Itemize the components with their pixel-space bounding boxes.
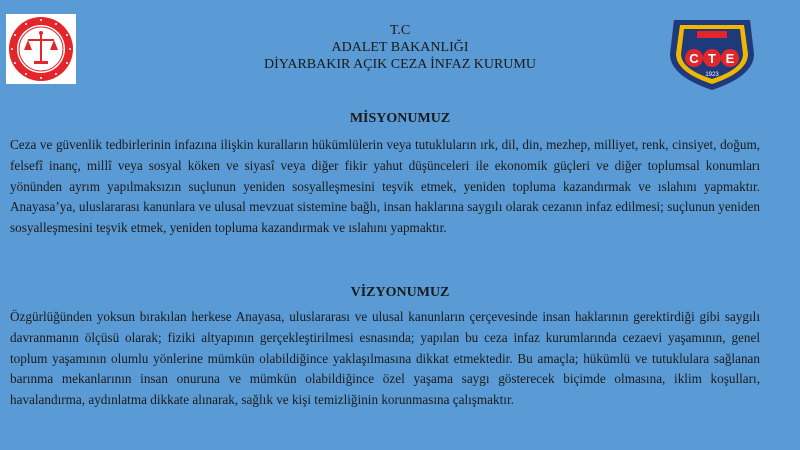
header-line-institution: DİYARBAKIR AÇIK CEZA İNFAZ KURUMU — [264, 57, 536, 72]
header-line-tc: T.C — [389, 23, 411, 38]
vision-text: Özgürlüğünden yoksun bırakılan herkese Anayasa, uluslararası ve ulusal kanunların çerçevesinde insan haklarının gerektirdiği gibi saygılı davranmanın ölçüsü olarak; fiziki altyapının gerçekleştirilmesi esnasında; yapılan bu ceza infaz kurumlarında cezaevi yaşamının, genel toplum yaşamının olumlu yönlerine mümkün olabildiğince yaklaşılmasına dikkat etmektedir. Bu amaçla; hükümlü ve tutuklulara sağlanan barınma mekanlarının insan onuruna ve mümkün olabildiğince özel yaşama saygı gösterecek biçimde olmasına, iklim koşulları, havalandırma, aydınlatma dikkate alınarak, sağlık ve kişi temizliğinin korunmasına çalışmaktır. — [10, 309, 760, 408]
svg-text:E: E — [725, 51, 735, 66]
header-line-ministry: ADALET BAKANLIĞI — [331, 40, 469, 55]
page-header — [0, 22, 800, 73]
mission-text: Ceza ve güvenlik tedbirlerinin infazına ilişkin kuralların hükümlülerin veya tutukluların ırk, dil, din, mezhep, milliyet, renk, cinsiyet, doğum, felsefî inanç, millî veya sosyal köken ve siyasî veya diğer fikir yahut düşünceleri ile ekonomik güçleri ve diğer toplumsal konumları yönünden ayrım yapılmaksızın suçlunun yeniden sosyalleşmesini teşvik etmek, yeniden topluma kazandırmak ve ıslahını yapmaktır. Anayasa’ya, uluslararası kanunlara ve ulusal mevzuat sistemine bağlı, insan haklarına saygılı olarak cezanın infaz edilmesi; suçlunun yeniden sosyalleşmesini teşvik etmek, yeniden topluma kazandırmak ve ıslahını yapmaktır. — [10, 137, 760, 236]
vision-title: VİZYONUMUZ — [350, 285, 450, 300]
svg-text:T: T — [708, 51, 716, 66]
mission-title: MİSYONUMUZ — [349, 111, 451, 126]
svg-text:C: C — [689, 51, 699, 66]
svg-text:1923: 1923 — [705, 72, 719, 78]
